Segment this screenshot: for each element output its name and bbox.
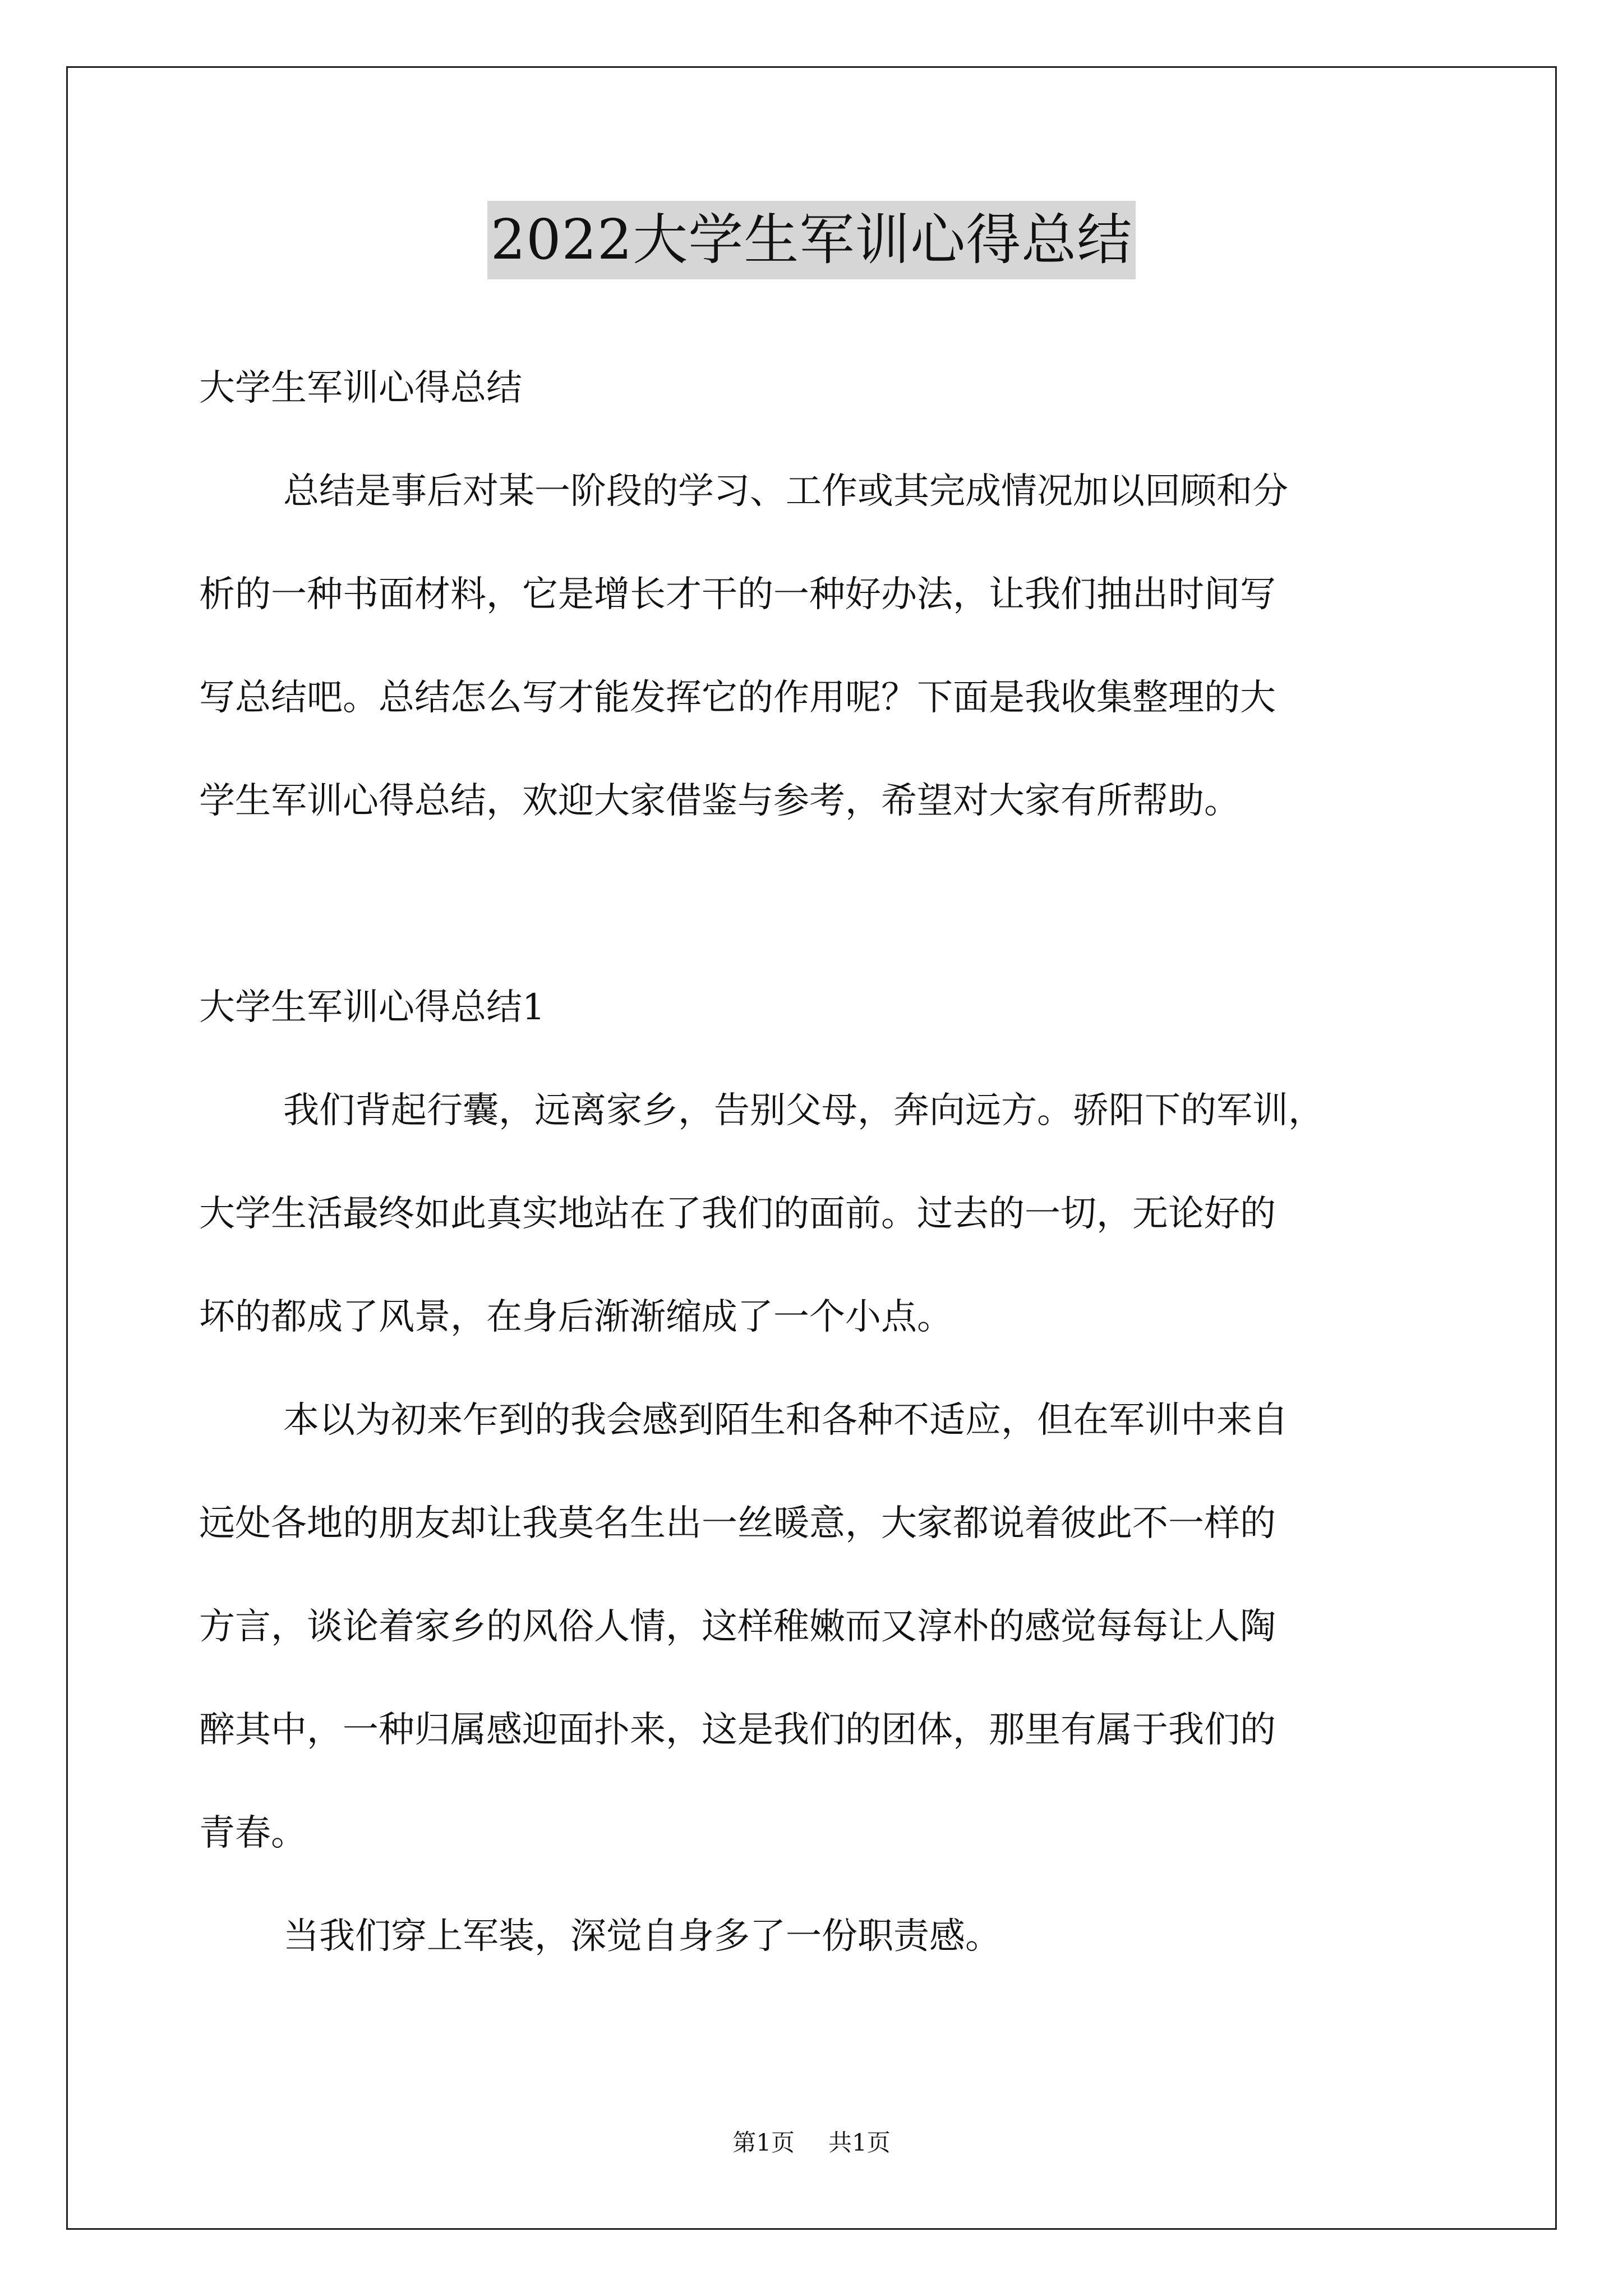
paragraph-line: 本以为初来乍到的我会感到陌生和各种不适应，但在军训中来自 <box>283 1400 1288 1441</box>
paragraph-line: 学生军训心得总结，欢迎大家借鉴与参考，希望对大家有所帮助。 <box>199 780 1240 822</box>
document-body <box>199 337 1433 1988</box>
page-number: 第1页 <box>732 2129 795 2156</box>
paragraph-line: 方言，谈论着家乡的风俗人情，这样稚嫩而又淳朴的感觉每每让人陶 <box>199 1606 1276 1648</box>
document-title: 2022大学生军训心得总结 <box>487 201 1136 279</box>
paragraph-line: 醉其中，一种归属感迎面扑来，这是我们的团体，那里有属于我们的 <box>199 1709 1276 1751</box>
paragraph-line: 远处各地的朋友却让我莫名生出一丝暖意，大家都说着彼此不一样的 <box>199 1503 1276 1544</box>
paragraph-line: 总结是事后对某一阶段的学习、工作或其完成情况加以回顾和分 <box>283 471 1288 512</box>
page-total: 共1页 <box>828 2129 891 2156</box>
subtitle-line: 大学生军训心得总结 <box>199 367 522 409</box>
paragraph-line: 我们背起行囊，远离家乡，告别父母，奔向远方。骄阳下的军训， <box>283 1090 1324 1131</box>
paragraph-line: 析的一种书面材料，它是增长才干的一种好办法，让我们抽出时间写 <box>199 574 1276 615</box>
section-heading: 大学生军训心得总结1 <box>199 987 545 1028</box>
paragraph-line: 青春。 <box>199 1812 307 1854</box>
title-container <box>0 201 1623 279</box>
page-footer <box>0 2126 1623 2160</box>
paragraph-line: 当我们穿上军装，深觉自身多了一份职责感。 <box>283 1916 1001 1957</box>
blank-line <box>199 853 1433 956</box>
paragraph-line: 写总结吧。总结怎么写才能发挥它的作用呢？下面是我收集整理的大 <box>199 677 1276 719</box>
paragraph-line: 坏的都成了风景，在身后渐渐缩成了一个小点。 <box>199 1296 953 1338</box>
paragraph-line: 大学生活最终如此真实地站在了我们的面前。过去的一切，无论好的 <box>199 1193 1276 1235</box>
